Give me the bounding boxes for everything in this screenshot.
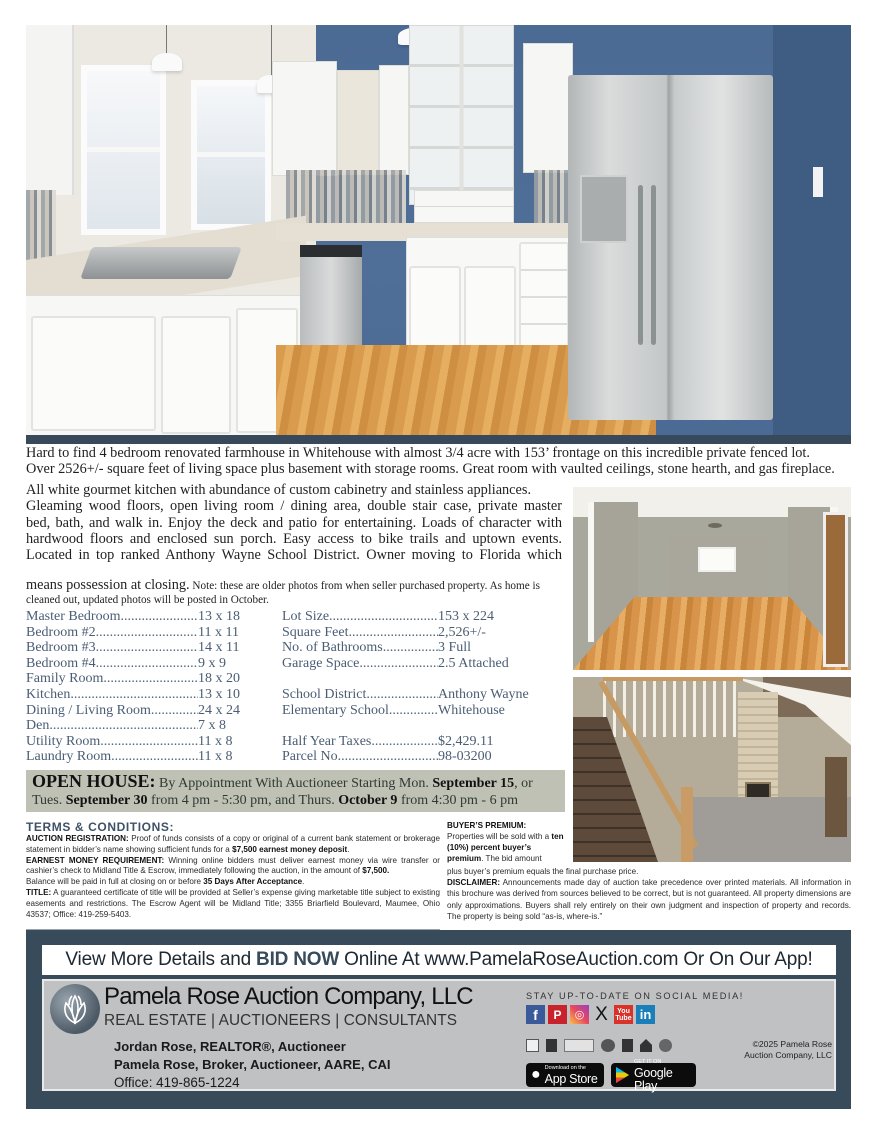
description-line: bed, bath, and walk in. Enjoy the deck and patio for entertaining. Loads of character with: [26, 514, 562, 531]
fact-square-feet: Square Feet ..... 2,526+/-: [282, 625, 564, 641]
base-cabinets: [26, 295, 306, 435]
light-switch: [813, 167, 823, 197]
room-row: Master Bedroom ..... 13 x 18: [26, 609, 254, 625]
description-line: hardwood floors and enclosed sun porch. Easy access to bike trails and uptown events.: [26, 530, 562, 547]
property-description-continued: [26, 482, 562, 563]
note-text: Note: these are older photos from when seller purchased property. As home is cleaned out, updated photos will be posted in October.: [26, 580, 540, 606]
sink: [80, 247, 242, 279]
copyright: ©2025 Pamela Rose Auction Company, LLC: [744, 1039, 832, 1061]
facebook-icon[interactable]: f: [526, 1005, 545, 1024]
open-shelves: [337, 70, 379, 175]
refrigerator: [568, 75, 773, 420]
title-terms: TITLE: A guaranteed certificate of title will be provided at Seller’s expense giving marketable title subject to existing easements and restrictions. The Escrow Agent will be Midland Title; 3355 Briarfield Boulevard, Maumee, Ohio 43537; Office: 419-259-5403.: [26, 887, 440, 919]
room-row: Bedroom #3 ..... 14 x 11: [26, 640, 254, 656]
photo-note: [26, 578, 562, 607]
room-row: Family Room ..... 18 x 20: [26, 671, 254, 687]
room-row: Den ..... 7 x 8: [26, 718, 254, 734]
realtor-logo-icon: [622, 1039, 633, 1052]
company-name: Pamela Rose Auction Company, LLC: [104, 983, 473, 1010]
google-play-button[interactable]: GET IT ON Google Play: [611, 1063, 696, 1087]
company-info-box: [42, 979, 836, 1091]
fact-lot-size: Lot Size ..... 153 x 224: [282, 609, 564, 625]
ceiling-light: [708, 523, 722, 528]
association-logo-icon: [526, 1039, 539, 1052]
base-cabinets: [406, 237, 571, 357]
property-description: [26, 445, 852, 478]
window: [698, 547, 736, 572]
room-row: Utility Room ..... 11 x 8: [26, 734, 254, 750]
description-line: Gleaming wood floors, open living room / dining area, double stair case, private master: [26, 498, 562, 515]
apple-icon: ●: [531, 1066, 541, 1083]
pinterest-icon[interactable]: P: [548, 1005, 567, 1024]
instagram-icon[interactable]: ◎: [570, 1005, 589, 1024]
window: [191, 80, 271, 230]
company-tagline: REAL ESTATE | AUCTIONEERS | CONSULTANTS: [104, 1012, 458, 1029]
association-logos: [526, 1039, 672, 1052]
footer: [26, 930, 851, 1109]
glass-cabinet: [409, 25, 514, 205]
upper-cabinet: [379, 65, 409, 175]
bid-now-banner[interactable]: View More Details and BID NOW Online At www.PamelaRoseAuction.com Or On Our App!: [42, 945, 836, 975]
social-heading: STAY UP-TO-DATE ON SOCIAL MEDIA!: [526, 991, 744, 1001]
description-line: Located in top ranked Anthony Wayne School District. Owner moving to Florida which: [26, 547, 562, 564]
association-seal-icon: [601, 1039, 615, 1052]
agent-jordan: Jordan Rose, REALTOR®, Auctioneer: [114, 1039, 346, 1054]
earnest-money: EARNEST MONEY REQUIREMENT: Winning online bidders must deliver earnest money via wire transfer or cashier’s check to Midland Title & Escrow, immediately following the auction, in the amount of $7,500.: [26, 855, 440, 876]
fact-taxes: Half Year Taxes ..... $2,429.11: [282, 734, 564, 750]
open-house-date: October 9: [338, 793, 398, 808]
fact-garage: Garage Space ..... 2.5 Attached: [282, 656, 564, 672]
divider-bar: [26, 435, 851, 444]
room-row: Kitchen ..... 13 x 10: [26, 687, 254, 703]
naa-logo-icon: [546, 1039, 557, 1052]
office-phone[interactable]: Office: 419-865-1224: [114, 1075, 240, 1090]
fact-bathrooms: No. of Bathrooms ..... 3 Full: [282, 640, 564, 656]
balance-terms: Balance will be paid in full at closing on or before 35 Days After Acceptance.: [26, 877, 305, 887]
description-line: All white gourmet kitchen with abundance of custom cabinetry and stainless appliances.: [26, 482, 532, 498]
open-house-date: September 30: [65, 793, 148, 808]
upper-cabinet: [26, 25, 74, 195]
lotus-logo-icon: [50, 984, 100, 1034]
fact-elementary-school: Elementary School ..... Whitehouse: [282, 703, 564, 719]
open-house-title: OPEN HOUSE:: [32, 771, 156, 791]
youtube-icon[interactable]: You Tube: [614, 1005, 633, 1024]
fact-parcel: Parcel No. ..... 98-03200: [282, 749, 564, 765]
room-row: Bedroom #2 ..... 11 x 11: [26, 625, 254, 641]
upper-cabinet: [523, 43, 573, 173]
agent-pamela: Pamela Rose, Broker, Auctioneer, AARE, CAI: [114, 1057, 391, 1072]
fact-school-district: School District ..... Anthony Wayne: [282, 687, 564, 703]
property-facts-table: [282, 609, 572, 765]
room-row: Bedroom #4 ..... 9 x 9: [26, 656, 254, 672]
room-row: Dining / Living Room ..... 24 x 24: [26, 703, 254, 719]
room-row: Laundry Room ..... 11 x 8: [26, 749, 254, 765]
equal-housing-icon: [640, 1039, 652, 1052]
disclaimer: plus buyer’s premium equals the final purchase price. DISCLAIMER: Announcements made day of auction take precedence over printed materials. All information in this brochure was derived from sources believed to be correct, but is not guaranteed. All property dimensions are only approximations. Buyers shall rely entirely on their own judgment and inspection of property and records. The property is being sold “as-is, where-is.”: [447, 867, 851, 921]
linkedin-icon[interactable]: in: [636, 1005, 655, 1024]
social-links: [526, 1005, 655, 1024]
terms-title: TERMS & CONDITIONS:: [26, 820, 175, 834]
description-line: Over 2526+/- square feet of living space plus basement with storage rooms. Great room with vaulted ceilings, stone hearth, and gas fireplace.: [26, 461, 835, 478]
x-icon[interactable]: X: [595, 1003, 608, 1025]
open-house-banner: OPEN HOUSE: By Appointment With Auctioneer Starting Mon. September 15, or Tues. September 30 from 4 pm - 5:30 pm, and Thurs. October 9 from 4:30 pm - 6 pm: [26, 770, 565, 812]
bid-now-link[interactable]: BID NOW: [256, 949, 340, 970]
terms-and-conditions: [26, 821, 440, 920]
google-play-icon: [616, 1067, 629, 1083]
auction-registration: AUCTION REGISTRATION: Proof of funds consists of a copy or original of a current bank statement or brokerage statement in bidder’s name showing sufficient funds for a $7,500 earnest money deposit.: [26, 834, 440, 854]
app-store-button[interactable]: ● Download on the App Store: [526, 1063, 604, 1087]
french-door: [823, 512, 848, 667]
kitchen-photo: [26, 25, 851, 435]
great-room-stairs-photo: [573, 677, 851, 862]
room-dimensions-table: [26, 609, 281, 765]
open-house-date: September 15: [432, 776, 515, 791]
living-room-photo: [573, 487, 851, 670]
buyers-premium: BUYER’S PREMIUM: Properties will be sold with a ten (10%) percent buyer’s premium. The bid amount: [447, 821, 564, 863]
description-line: Hard to find 4 bedroom renovated farmhouse in Whitehouse with almost 3/4 acre with 153’ frontage on this incredible private fenced lot.: [26, 445, 810, 461]
association-seal-icon: [659, 1039, 672, 1052]
aare-logo-icon: [564, 1039, 594, 1052]
closing-statement: means possession at closing.: [26, 577, 190, 593]
upper-cabinet: [272, 61, 337, 176]
pendant-light: [152, 53, 182, 71]
window: [81, 65, 166, 235]
